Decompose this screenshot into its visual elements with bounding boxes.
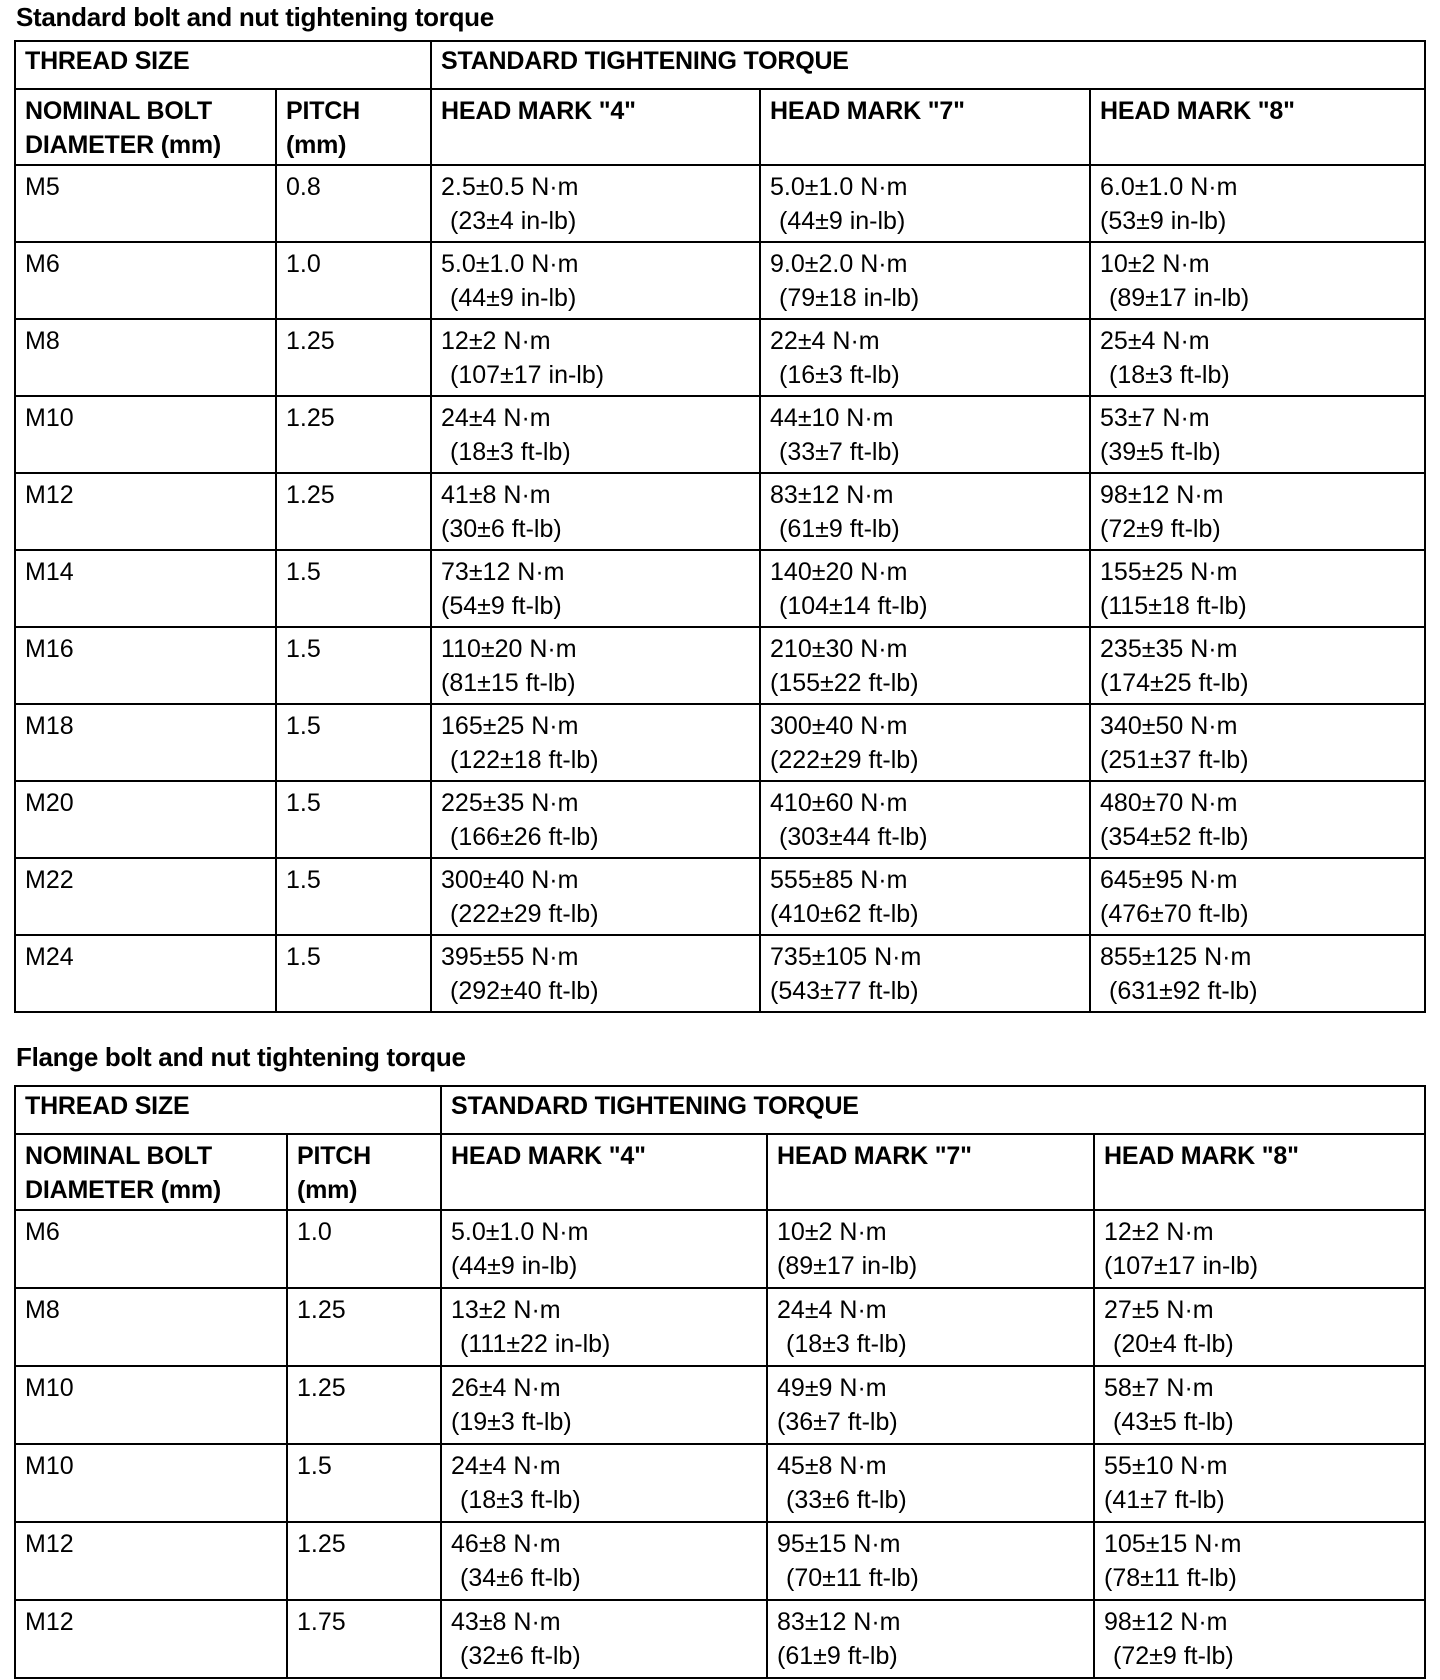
header-line: (mm) [297,1176,358,1204]
pitch-cell: 0.8 [276,165,431,242]
flange-torque-table [14,1085,1426,1679]
nominal-diameter-header [15,1134,287,1210]
torque-nm-value: 110±20 N·m [441,635,577,663]
head-mark-8-header: HEAD MARK "8" [1090,89,1425,165]
torque-cell-head-mark-7 [760,550,1090,627]
torque-nm-value: 95±15 N·m [777,1530,901,1558]
torque-nm-value: 12±2 N·m [1104,1218,1214,1246]
torque-imperial-value: (43±5 ft-lb) [1113,1408,1234,1436]
torque-nm-value: 165±25 N·m [441,712,579,740]
table-row [15,781,1425,858]
table-row [15,935,1425,1012]
torque-cell-head-mark-7 [760,935,1090,1012]
torque-cell-head-mark-7 [760,165,1090,242]
torque-cell-head-mark-4 [431,704,760,781]
torque-cell-head-mark-8 [1090,319,1425,396]
torque-cell-head-mark-7 [760,781,1090,858]
torque-cell-head-mark-7 [760,627,1090,704]
table-row [15,1444,1425,1522]
thread-size-cell: M8 [15,1288,287,1366]
thread-size-header: THREAD SIZE [15,41,431,89]
pitch-cell: 1.25 [287,1288,441,1366]
torque-nm-value: 225±35 N·m [441,789,579,817]
torque-nm-value: 45±8 N·m [777,1452,887,1480]
torque-nm-value: 73±12 N·m [441,558,565,586]
table-row [15,165,1425,242]
torque-imperial-value: (32±6 ft-lb) [460,1642,581,1670]
torque-cell-head-mark-4 [441,1288,767,1366]
torque-cell-head-mark-4 [431,627,760,704]
torque-imperial-value: (72±9 ft-lb) [1113,1642,1234,1670]
pitch-cell: 1.0 [287,1210,441,1288]
torque-imperial-value: (53±9 in-lb) [1100,207,1227,235]
thread-size-cell: M16 [15,627,276,704]
pitch-cell: 1.5 [276,781,431,858]
torque-nm-value: 98±12 N·m [1104,1608,1228,1636]
torque-cell-head-mark-7 [767,1210,1094,1288]
torque-nm-value: 395±55 N·m [441,943,579,971]
torque-nm-value: 24±4 N·m [451,1452,561,1480]
torque-nm-value: 13±2 N·m [451,1296,561,1324]
pitch-header [287,1134,441,1210]
torque-nm-value: 105±15 N·m [1104,1530,1242,1558]
torque-cell-head-mark-4 [441,1210,767,1288]
table-row [15,1210,1425,1288]
torque-imperial-value: (354±52 ft-lb) [1100,823,1249,851]
torque-nm-value: 6.0±1.0 N·m [1100,173,1238,201]
torque-cell-head-mark-7 [760,319,1090,396]
torque-nm-value: 5.0±1.0 N·m [451,1218,589,1246]
torque-cell-head-mark-8 [1090,242,1425,319]
head-mark-8-header: HEAD MARK "8" [1094,1134,1425,1210]
torque-nm-value: 210±30 N·m [770,635,908,663]
header-line: (mm) [286,131,347,159]
thread-size-cell: M8 [15,319,276,396]
head-mark-7-header: HEAD MARK "7" [760,89,1090,165]
thread-size-cell: M10 [15,1444,287,1522]
pitch-cell: 1.25 [276,319,431,396]
torque-imperial-value: (222±29 ft-lb) [450,900,599,928]
torque-cell-head-mark-8 [1094,1444,1425,1522]
table-subheader-row [15,89,1425,165]
torque-imperial-value: (33±7 ft-lb) [779,438,900,466]
header-line: NOMINAL BOLT [25,97,212,125]
torque-cell-head-mark-7 [760,704,1090,781]
torque-cell-head-mark-8 [1090,781,1425,858]
torque-nm-value: 55±10 N·m [1104,1452,1228,1480]
torque-imperial-value: (81±15 ft-lb) [441,669,576,697]
torque-imperial-value: (89±17 in-lb) [1109,284,1250,312]
torque-imperial-value: (30±6 ft-lb) [441,515,562,543]
torque-cell-head-mark-4 [441,1600,767,1678]
standard-table-title: Standard bolt and nut tightening torque [16,2,494,32]
torque-nm-value: 555±85 N·m [770,866,908,894]
torque-nm-value: 46±8 N·m [451,1530,561,1558]
torque-cell-head-mark-4 [431,319,760,396]
torque-imperial-value: (410±62 ft-lb) [770,900,919,928]
torque-nm-value: 10±2 N·m [1100,250,1210,278]
torque-nm-value: 5.0±1.0 N·m [770,173,908,201]
head-mark-4-header: HEAD MARK "4" [441,1134,767,1210]
torque-nm-value: 27±5 N·m [1104,1296,1214,1324]
table-header-row [15,1086,1425,1134]
torque-nm-value: 26±4 N·m [451,1374,561,1402]
table-row [15,242,1425,319]
flange-table-title: Flange bolt and nut tightening torque [16,1042,466,1072]
torque-cell-head-mark-8 [1090,473,1425,550]
torque-nm-value: 855±125 N·m [1100,943,1252,971]
thread-size-cell: M6 [15,1210,287,1288]
torque-imperial-value: (72±9 ft-lb) [1100,515,1221,543]
torque-cell-head-mark-4 [441,1444,767,1522]
torque-nm-value: 53±7 N·m [1100,404,1210,432]
torque-nm-value: 5.0±1.0 N·m [441,250,579,278]
torque-nm-value: 645±95 N·m [1100,866,1238,894]
torque-nm-value: 9.0±2.0 N·m [770,250,908,278]
torque-nm-value: 155±25 N·m [1100,558,1238,586]
torque-imperial-value: (303±44 ft-lb) [779,823,928,851]
torque-nm-value: 83±12 N·m [770,481,894,509]
torque-imperial-value: (36±7 ft-lb) [777,1408,898,1436]
torque-cell-head-mark-7 [767,1366,1094,1444]
torque-imperial-value: (18±3 ft-lb) [1109,361,1230,389]
head-mark-7-header: HEAD MARK "7" [767,1134,1094,1210]
torque-imperial-value: (155±22 ft-lb) [770,669,919,697]
table-row [15,319,1425,396]
torque-cell-head-mark-7 [767,1600,1094,1678]
torque-nm-value: 43±8 N·m [451,1608,561,1636]
torque-imperial-value: (174±25 ft-lb) [1100,669,1249,697]
torque-imperial-value: (34±6 ft-lb) [460,1564,581,1592]
torque-imperial-value: (251±37 ft-lb) [1100,746,1249,774]
torque-cell-head-mark-4 [431,396,760,473]
torque-imperial-value: (44±9 in-lb) [450,284,577,312]
thread-size-cell: M12 [15,1600,287,1678]
torque-nm-value: 480±70 N·m [1100,789,1238,817]
head-mark-4-header: HEAD MARK "4" [431,89,760,165]
torque-imperial-value: (61±9 ft-lb) [777,1642,898,1670]
torque-nm-value: 24±4 N·m [441,404,551,432]
table-row [15,1522,1425,1600]
thread-size-cell: M10 [15,396,276,473]
torque-imperial-value: (543±77 ft-lb) [770,977,919,1005]
thread-size-cell: M5 [15,165,276,242]
torque-cell-head-mark-8 [1090,704,1425,781]
torque-cell-head-mark-7 [760,858,1090,935]
torque-nm-value: 58±7 N·m [1104,1374,1214,1402]
torque-nm-value: 83±12 N·m [777,1608,901,1636]
torque-cell-head-mark-4 [431,242,760,319]
torque-cell-head-mark-8 [1090,627,1425,704]
thread-size-cell: M12 [15,473,276,550]
torque-cell-head-mark-7 [760,242,1090,319]
torque-imperial-value: (44±9 in-lb) [451,1252,578,1280]
torque-cell-head-mark-7 [767,1444,1094,1522]
pitch-header [276,89,431,165]
pitch-cell: 1.25 [287,1366,441,1444]
standard-torque-header: STANDARD TIGHTENING TORQUE [431,41,1425,89]
table-row [15,627,1425,704]
thread-size-cell: M24 [15,935,276,1012]
torque-nm-value: 98±12 N·m [1100,481,1224,509]
torque-imperial-value: (20±4 ft-lb) [1113,1330,1234,1358]
thread-size-header: THREAD SIZE [15,1086,441,1134]
torque-cell-head-mark-8 [1094,1288,1425,1366]
torque-nm-value: 22±4 N·m [770,327,880,355]
torque-imperial-value: (54±9 ft-lb) [441,592,562,620]
pitch-cell: 1.5 [276,627,431,704]
table-row [15,550,1425,627]
torque-imperial-value: (18±3 ft-lb) [460,1486,581,1514]
torque-imperial-value: (79±18 in-lb) [779,284,920,312]
pitch-cell: 1.25 [287,1522,441,1600]
torque-imperial-value: (33±6 ft-lb) [786,1486,907,1514]
torque-cell-head-mark-4 [441,1366,767,1444]
torque-nm-value: 140±20 N·m [770,558,908,586]
pitch-cell: 1.25 [276,396,431,473]
torque-imperial-value: (70±11 ft-lb) [786,1564,919,1592]
torque-imperial-value: (44±9 in-lb) [779,207,906,235]
torque-cell-head-mark-4 [431,781,760,858]
torque-cell-head-mark-8 [1090,858,1425,935]
torque-imperial-value: (115±18 ft-lb) [1100,592,1247,620]
torque-imperial-value: (41±7 ft-lb) [1104,1486,1225,1514]
table-row [15,396,1425,473]
thread-size-cell: M6 [15,242,276,319]
torque-cell-head-mark-4 [431,473,760,550]
torque-imperial-value: (18±3 ft-lb) [450,438,571,466]
header-line: PITCH [286,97,361,125]
header-line: DIAMETER (mm) [25,131,222,159]
header-line: DIAMETER (mm) [25,1176,222,1204]
torque-cell-head-mark-8 [1090,935,1425,1012]
torque-imperial-value: (111±22 in-lb) [460,1330,611,1358]
table-row [15,1600,1425,1678]
torque-imperial-value: (122±18 ft-lb) [450,746,599,774]
torque-cell-head-mark-4 [431,550,760,627]
torque-nm-value: 340±50 N·m [1100,712,1238,740]
header-line: PITCH [297,1142,372,1170]
torque-nm-value: 410±60 N·m [770,789,908,817]
torque-cell-head-mark-8 [1090,396,1425,473]
thread-size-cell: M22 [15,858,276,935]
torque-nm-value: 235±35 N·m [1100,635,1238,663]
pitch-cell: 1.0 [276,242,431,319]
torque-imperial-value: (476±70 ft-lb) [1100,900,1249,928]
torque-imperial-value: (166±26 ft-lb) [450,823,599,851]
torque-nm-value: 24±4 N·m [777,1296,887,1324]
table-row [15,858,1425,935]
torque-nm-value: 44±10 N·m [770,404,894,432]
torque-imperial-value: (16±3 ft-lb) [779,361,900,389]
torque-nm-value: 41±8 N·m [441,481,551,509]
standard-torque-table [14,40,1426,1013]
thread-size-cell: M18 [15,704,276,781]
torque-imperial-value: (222±29 ft-lb) [770,746,919,774]
pitch-cell: 1.5 [276,858,431,935]
torque-imperial-value: (78±11 ft-lb) [1104,1564,1237,1592]
table-row [15,1288,1425,1366]
torque-nm-value: 2.5±0.5 N·m [441,173,579,201]
torque-imperial-value: (89±17 in-lb) [777,1252,918,1280]
thread-size-cell: M10 [15,1366,287,1444]
table-header-row [15,41,1425,89]
torque-cell-head-mark-4 [431,935,760,1012]
torque-nm-value: 10±2 N·m [777,1218,887,1246]
pitch-cell: 1.5 [276,704,431,781]
torque-cell-head-mark-7 [767,1522,1094,1600]
nominal-diameter-header [15,89,276,165]
table-row [15,473,1425,550]
torque-cell-head-mark-4 [431,858,760,935]
standard-torque-header: STANDARD TIGHTENING TORQUE [441,1086,1425,1134]
torque-nm-value: 49±9 N·m [777,1374,887,1402]
torque-imperial-value: (23±4 in-lb) [450,207,577,235]
torque-cell-head-mark-8 [1094,1600,1425,1678]
torque-cell-head-mark-8 [1094,1522,1425,1600]
pitch-cell: 1.25 [276,473,431,550]
torque-cell-head-mark-4 [441,1522,767,1600]
torque-imperial-value: (631±92 ft-lb) [1109,977,1258,1005]
torque-nm-value: 300±40 N·m [770,712,908,740]
torque-cell-head-mark-7 [767,1288,1094,1366]
thread-size-cell: M20 [15,781,276,858]
pitch-cell: 1.5 [276,550,431,627]
torque-cell-head-mark-4 [431,165,760,242]
pitch-cell: 1.5 [287,1444,441,1522]
table-subheader-row [15,1134,1425,1210]
torque-cell-head-mark-8 [1094,1366,1425,1444]
torque-nm-value: 735±105 N·m [770,943,922,971]
torque-nm-value: 12±2 N·m [441,327,551,355]
torque-imperial-value: (18±3 ft-lb) [786,1330,907,1358]
thread-size-cell: M12 [15,1522,287,1600]
torque-nm-value: 300±40 N·m [441,866,579,894]
pitch-cell: 1.75 [287,1600,441,1678]
torque-nm-value: 25±4 N·m [1100,327,1210,355]
torque-cell-head-mark-8 [1090,550,1425,627]
thread-size-cell: M14 [15,550,276,627]
torque-cell-head-mark-8 [1090,165,1425,242]
table-row [15,704,1425,781]
torque-imperial-value: (292±40 ft-lb) [450,977,599,1005]
torque-imperial-value: (61±9 ft-lb) [779,515,900,543]
torque-imperial-value: (107±17 in-lb) [450,361,605,389]
torque-imperial-value: (104±14 ft-lb) [779,592,928,620]
torque-cell-head-mark-7 [760,473,1090,550]
torque-imperial-value: (39±5 ft-lb) [1100,438,1221,466]
torque-cell-head-mark-8 [1094,1210,1425,1288]
header-line: NOMINAL BOLT [25,1142,212,1170]
pitch-cell: 1.5 [276,935,431,1012]
torque-cell-head-mark-7 [760,396,1090,473]
table-row [15,1366,1425,1444]
torque-imperial-value: (19±3 ft-lb) [451,1408,572,1436]
torque-imperial-value: (107±17 in-lb) [1104,1252,1259,1280]
